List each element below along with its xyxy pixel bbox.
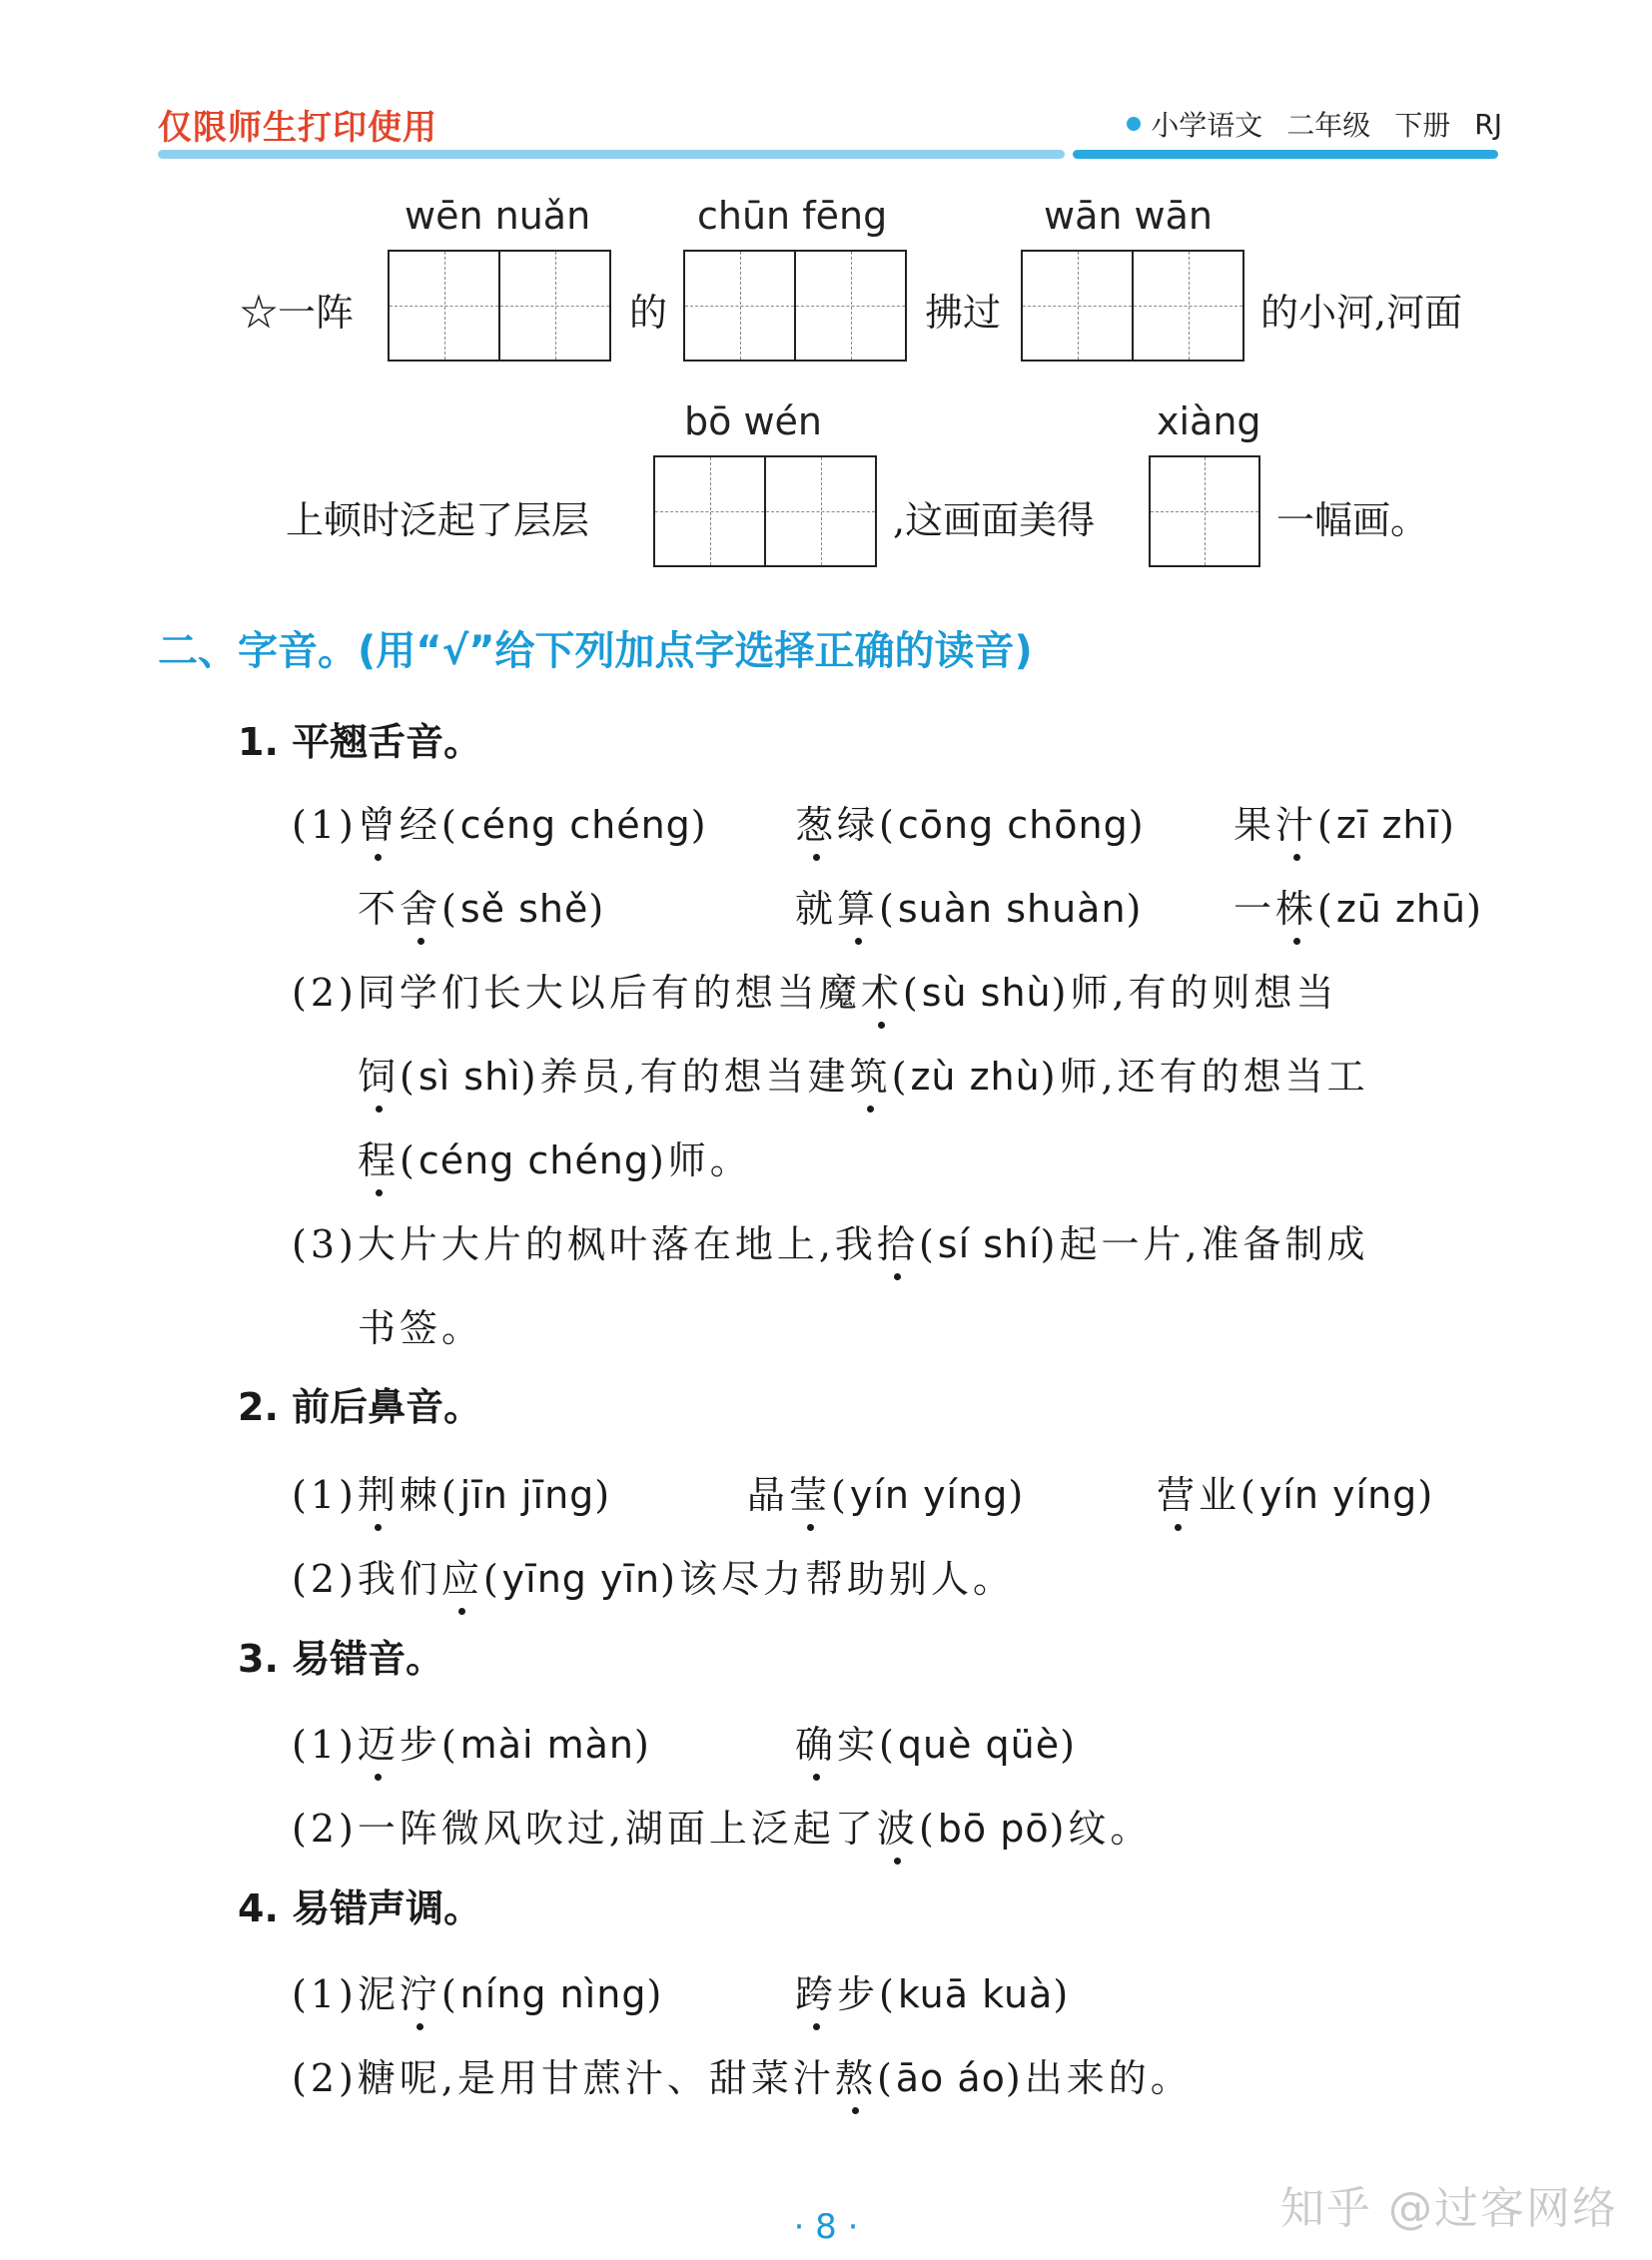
pinyin-label: chūn fēng bbox=[697, 194, 888, 238]
sentence-text: ,这画面美得 bbox=[893, 498, 1096, 542]
question-item: 跨步(kuā kuà) bbox=[795, 1963, 1072, 2018]
section-title: 二、字音。(用“√”给下列加点字选择正确的读音) bbox=[158, 628, 1033, 674]
question-item: (1)泥泞(níng nìng) bbox=[292, 1963, 665, 2018]
question-item: 程(céng chéng)师。 bbox=[358, 1130, 752, 1184]
page-number: · 8 · bbox=[793, 2207, 859, 2247]
volume: 下册 bbox=[1394, 109, 1451, 142]
pinyin-label: wēn nuǎn bbox=[405, 194, 591, 238]
pinyin-label: wān wān bbox=[1044, 194, 1213, 238]
question-item: 果汁(zī zhī) bbox=[1234, 794, 1458, 849]
sentence-text: 的小河,河面 bbox=[1260, 291, 1463, 335]
question-item: 一株(zū zhū) bbox=[1234, 878, 1485, 933]
question-item: (1)荆棘(jīn jīng) bbox=[292, 1464, 613, 1519]
part-title: 4. 易错声调。 bbox=[238, 1886, 482, 1930]
bullet-icon bbox=[1127, 117, 1141, 131]
subject: 小学语文 bbox=[1151, 109, 1263, 142]
grade: 二年级 bbox=[1286, 109, 1371, 142]
question-item: (2)我们应(yīng yīn)该尽力帮助别人。 bbox=[292, 1548, 1015, 1603]
sentence-text: 拂过 bbox=[925, 291, 1002, 335]
answer-box[interactable] bbox=[1149, 455, 1260, 567]
sentence-text: 一幅画。 bbox=[1276, 498, 1429, 542]
question-item: 书签。 bbox=[358, 1306, 484, 1350]
question-item: 晶莹(yín yíng) bbox=[747, 1464, 1027, 1519]
question-item: (2)一阵微风吹过,湖面上泛起了波(bō pō)纹。 bbox=[292, 1798, 1152, 1853]
answer-box[interactable] bbox=[683, 250, 907, 362]
answer-box[interactable] bbox=[1021, 250, 1244, 362]
sentence-text: ☆一阵 bbox=[240, 291, 355, 335]
header-rule-right bbox=[1073, 150, 1498, 159]
answer-box[interactable] bbox=[388, 250, 611, 362]
question-item: (2)糖呢,是用甘蔗汁、甜菜汁熬(āo áo)出来的。 bbox=[292, 2047, 1193, 2102]
part-title: 3. 易错音。 bbox=[238, 1637, 444, 1681]
question-item: 就算(suàn shuàn) bbox=[795, 878, 1145, 933]
question-item: (2)同学们长大以后有的想当魔术(sù shù)师,有的则想当 bbox=[292, 962, 1338, 1017]
sentence-text: 上顿时泛起了层层 bbox=[286, 498, 590, 542]
pinyin-label: xiàng bbox=[1157, 399, 1261, 443]
watermark: 知乎 @过客网络 bbox=[1280, 2183, 1618, 2234]
print-notice: 仅限师生打印使用 bbox=[158, 108, 437, 148]
part-title: 2. 前后鼻音。 bbox=[238, 1385, 482, 1429]
question-item: (3)大片大片的枫叶落在地上,我拾(sí shí)起一片,准备制成 bbox=[292, 1213, 1369, 1268]
edition: RJ bbox=[1474, 107, 1502, 141]
part-title: 1. 平翘舌音。 bbox=[238, 720, 482, 764]
sentence-text: 的 bbox=[629, 291, 668, 335]
question-item: (1)曾经(céng chéng) bbox=[292, 794, 710, 849]
question-item: (1)迈步(mài màn) bbox=[292, 1714, 653, 1769]
question-item: 葱绿(cōng chōng) bbox=[795, 794, 1148, 849]
pinyin-label: bō wén bbox=[684, 399, 822, 443]
question-item: 不舍(sě shě) bbox=[358, 878, 607, 933]
question-item: 营业(yín yíng) bbox=[1157, 1464, 1436, 1519]
header-rule-left bbox=[158, 150, 1065, 159]
book-info bbox=[1127, 104, 1502, 144]
answer-box[interactable] bbox=[653, 455, 877, 567]
question-item: 确实(què qüè) bbox=[795, 1714, 1079, 1769]
question-item: 饲(sì shì)养员,有的想当建筑(zù zhù)师,还有的想当工 bbox=[358, 1046, 1369, 1101]
